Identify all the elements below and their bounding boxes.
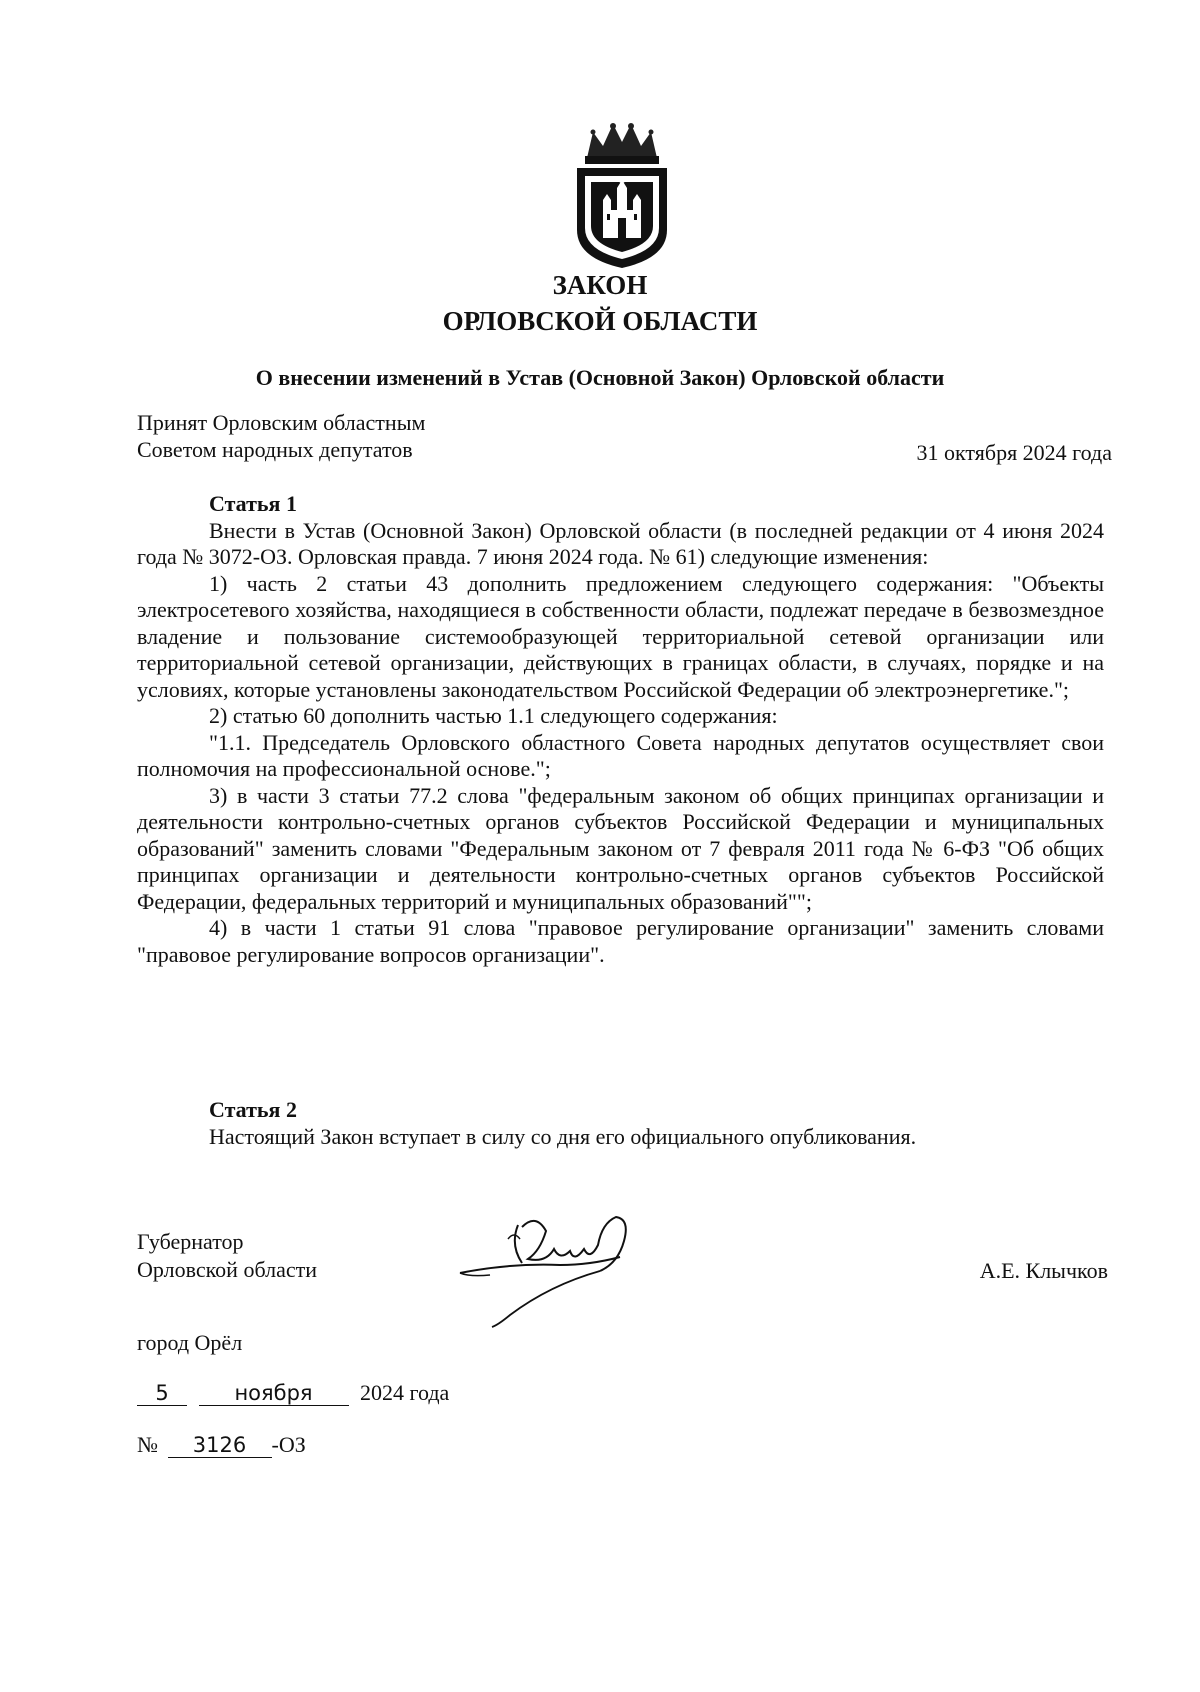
signing-date [137,1380,449,1406]
article-1-item-2: 2) статью 60 дополнить частью 1.1 следующего содержания: [209,703,778,728]
article-2-text: Настоящий Закон вступает в силу со дня его официального опубликования. [209,1123,917,1149]
signatory-position [137,1228,317,1284]
signatory-name: А.Е. Клычков [979,1258,1108,1283]
region-title: ОРЛОВСКОЙ ОБЛАСТИ [442,306,758,336]
adoption-line-1: Принят Орловским областным [137,410,426,435]
law-number [137,1432,306,1458]
article-1-intro: Внести в Устав (Основной Закон) Орловской области (в последней редакции от 4 июня 2024 года № 3072-ОЗ. Орловская правда. 7 июня 2024 года. № 61) следующие изменения: [137,517,1104,569]
law-number-prefix: № [137,1432,158,1457]
article-1-item-1: 1) часть 2 статьи 43 дополнить предложением следующего содержания: "Объекты электросетевого хозяйства, находящиеся в собственности области, подлежат передаче в безвозмездное владение и пользование системообразующей территориальной сетевой организации или территориальной сетевой организации, действующих в границах области, в случаях, порядке и на условиях, которые установлены законодательством Российской Федерации об электроэнергетике."; [137,570,1104,702]
adoption-line-2: Советом народных депутатов [137,436,413,462]
orel-region-coat-of-arms-icon [565,118,679,270]
signatory-position-line-1: Губернатор [137,1229,244,1254]
article-1-item-4: 4) в части 1 статьи 91 слова "правовое регулирование организации" заменить словами "правовое регулирование вопросов организации". [137,915,1104,967]
signatory-position-line-2: Орловской области [137,1257,317,1282]
signing-year: 2024 года [360,1380,450,1405]
adoption-date: 31 октября 2024 года [916,440,1112,465]
adoption-block [137,410,425,463]
law-number-value: 3126 [168,1433,272,1458]
law-subtitle: О внесении изменений в Устав (Основной Закон) Орловской области [255,365,945,390]
article-1-item-2-quote: "1.1. Председатель Орловского областного Совета народных депутатов осуществляет свои полномочия на профессиональной основе."; [137,729,1104,781]
handwritten-signature-icon [450,1205,675,1330]
signing-month: ноября [199,1381,349,1406]
article-2-heading: Статья 2 [209,1097,297,1122]
law-number-suffix: -ОЗ [271,1432,306,1457]
signing-city: город Орёл [137,1330,243,1355]
article-1-heading: Статья 1 [209,491,297,516]
document-type-title: ЗАКОН [552,270,648,300]
article-1-item-3: 3) в части 3 статьи 77.2 слова "федеральным законом об общих принципах организации и деятельности контрольно-счетных органов субъектов Российской Федерации и муниципальных образований" заменить словами "Федеральным законом от 7 февраля 2011 года № 6-ФЗ "Об общих принципах организации и деятельности контрольно-счетных органов субъектов Российской Федерации, федеральных территорий и муниципальных образований""; [137,782,1104,914]
article-2 [137,1097,1104,1150]
article-1 [137,491,1104,968]
signing-day: 5 [137,1381,187,1406]
